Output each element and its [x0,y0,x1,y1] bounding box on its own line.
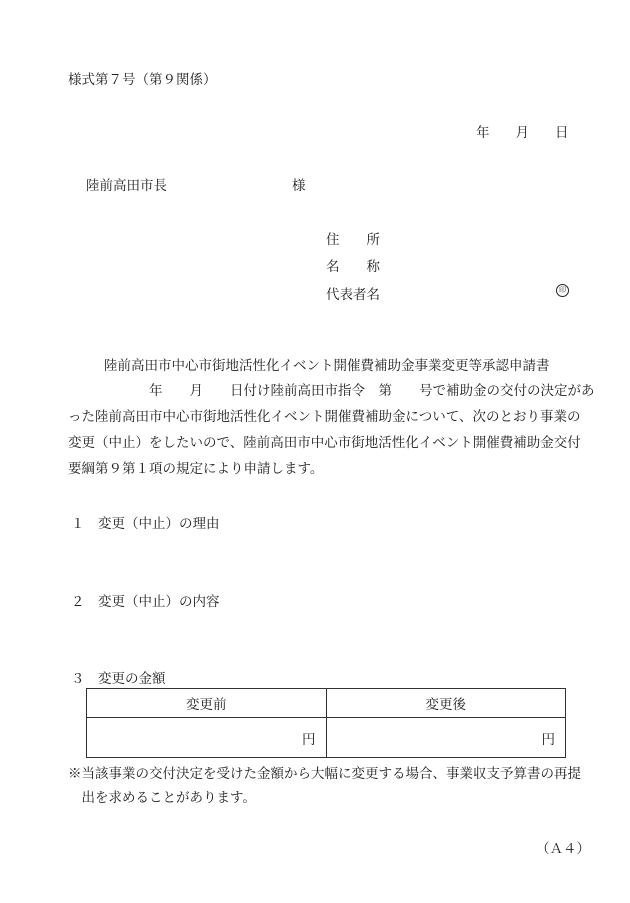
table-row [87,718,566,758]
table-header-row [87,689,566,718]
note-line: ※当該事業の交付決定を受けた金額から大幅に変更する場合、事業収支予算書の再提 [68,766,581,782]
date-year: 年 [476,125,490,141]
name-row [326,252,576,280]
date-month: 月 [515,125,529,141]
body-line: 要綱第９第１項の規定により申請します。 [68,461,324,477]
before-change-header: 変更前 [87,689,327,718]
representative-row [326,279,576,307]
seal-icon: 印 [556,284,569,297]
amount-table [86,688,566,758]
body-line: 年 月 日付け陸前高田市指令 第 号で補助金の交付の決定があ [68,383,595,399]
section-reason-heading: １ 変更（中止）の理由 [71,516,220,532]
after-change-amount: 円 [326,718,566,758]
representative-label: 代表者名 [326,286,380,303]
addressee [86,174,306,194]
body-line: 変更（中止）をしたいので、陸前高田市中心市街地活性化イベント開催費補助金交付 [68,435,581,451]
application-body [68,378,595,482]
applicant-block [326,224,576,307]
address-row [326,224,576,252]
before-change-amount: 円 [87,718,327,758]
date-line [476,121,569,141]
section-content-heading: ２ 変更（中止）の内容 [71,594,220,610]
date-day: 日 [555,125,569,141]
section-amount-heading: ３ 変更の金額 [71,671,166,687]
note [68,762,581,810]
document-title: 陸前高田市中心市街地活性化イベント開催費補助金事業変更等承認申請書 [104,358,550,374]
paper-size-label: （Ａ４） [536,841,590,857]
addressee-honorific: 様 [292,178,306,194]
addressee-name: 陸前高田市長 [86,178,167,194]
form-number: 様式第７号（第９関係） [68,72,217,88]
note-line: 出を求めることがあります。 [68,790,256,806]
after-change-header: 変更後 [326,689,566,718]
body-line: った陸前高田市中心市街地活性化イベント開催費補助金について、次のとおり事業の [68,409,581,425]
address-label: 住 所 [326,231,380,248]
name-label: 名 称 [326,259,380,276]
